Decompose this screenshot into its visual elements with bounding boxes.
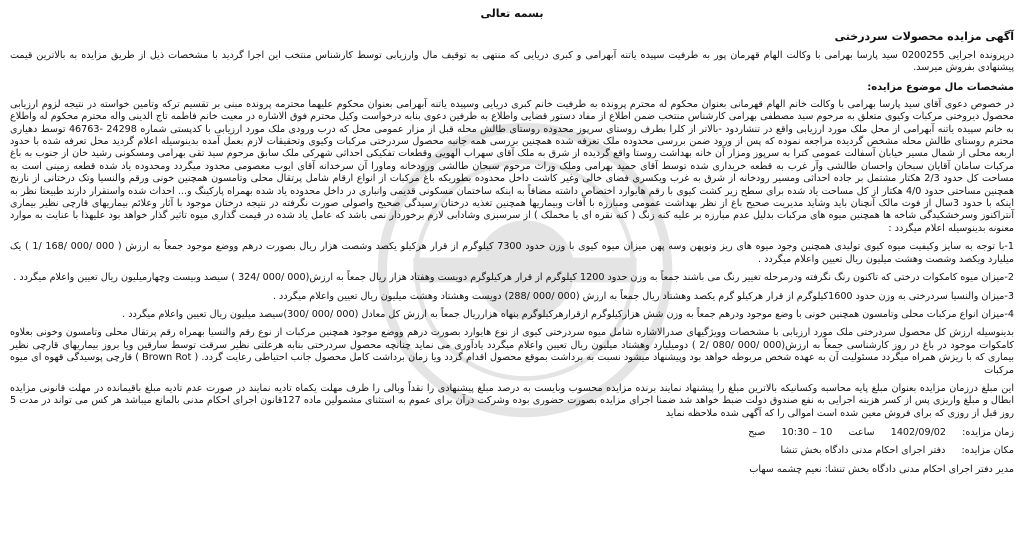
time-label: ساعت xyxy=(848,427,875,439)
auction-time: 10 – 10:30 xyxy=(781,427,833,439)
auction-date: 1402/09/02 xyxy=(890,427,947,439)
conditions-paragraph: این مبلغ درزمان مزایده بعنوان مبلغ پایه محاسبه وکسانیکه بالاترین مبلغ را پیشنهاد نمایند برنده مزایده محسوب وبایست به درصد مبلغ پیشنهادی را نقداً وبالی را ظرف مهلت یکماه تادیه نمایند در صورت عدم تادیه مبلغ باقیمانده در مهلت قانونی مزایده ابطال و مبلغ واریزی پس از کسر هزینه اجرایی به نفع صندوق دولت ضبط خواهد شد ضمنا اجرای مزایده بصورت حضوری بوده وشرکت درآن برای عموم به استثنای مشمولین ماده 127قانون اجرای احکام مدنی بالمانع میباشد هر کس می تواند در مدت 5 روز قبل از روزی که برای فروش معین شده است اموالی را که آگهی شده ملاحظه نماید xyxy=(10,382,1014,419)
auction-location xyxy=(10,444,1014,457)
time-suffix: صبح xyxy=(748,427,766,439)
notice-title: آگهی مزایده محصولات سردرختی xyxy=(834,30,1014,43)
valuation-item: 1-با توجه به سایز وکیفیت میوه کیوی تولیدی همچنین وجود میوه های ریز ونوپهن وسه پهن میزان میوه کیوی با وزن حدود 7300 کیلوگرم از قرار هرکیلو یکصد وشصت هزار ریال بصورت درهم ووضع موجود جمعاً به ارزش ( 000 /000 /168 /1 ) یک میلیارد ویکصد وشصت وهشت میلیون ریال تعیین واعلام میگردد . xyxy=(10,241,1014,265)
valuation-item: 3-میزان والنسیا سردرختی به وزن حدود 1600کیلوگرم از قرار هرکیلو گرم یکصد وهشتاد ریال جمعاً به ارزش (000 /000 /288) دویست وهشتاد وهشت میلیون ریال تعیین واعلام میگردد . xyxy=(272,290,1014,302)
summary-paragraph: بدینوسیله ارزش کل محصول سردرختی ملک مورد ارزیابی با مشخصات وویژگیهای صدرالاشاره شامل میوه سردرختی کیوی از نوع هایوارد بصورت درهم ووضع موجود همچنین مرکبات از نوع رقم والنسیا بهمراه رقم پرتقال محلی وتامسون وخونی بعلاوه کامکوات موجود در باغ در روز کارشناسی جمعاً به ارزش(000 /000 /080 /2 ) دومیلیارد وهشتاد میلیون ریال تعیین واعلام میگردد یادآوری می نماید چنانچه محصول سردرختی بنابه هرعلتی نظیر سرقت توسط سارقین ویا بروز بیماریهای قارچی نظیر بیماری که با ریزش همراه میگردد مسئولیت آن به عهده شخص مربوطه خواهد بود وپیشنهاد میشود نسبت به برداشت بموقع محصول اقدام گردد ویا زمان برداشت کامل محصول جانب احتیاطی رعایت گردد. ( Brown Rot ) قارچی پوسیدگی قهوه ای میوه مرکبات xyxy=(10,327,1015,376)
date-label: زمان مزایده: xyxy=(962,427,1014,439)
property-description: در خصوص دعوی آقای سید پارسا بهرامی با وکالت خانم الهام قهرمانی بعنوان محکوم له محترم پرونده به طرفیت خانم کبری دریایی وسپیده یاتنه آبهرامی بعنوان محکوم علیهما محترمه پرونده مبنی بر تقسیم ترکه وتامین خواسته در نتیجه لزوم ارزیابی محصول دیروختی مرکبات وکیوی متعلق به مرحوم سید مصطفی بهرامی کارشناس منتخب ضمن اطلاع از مفاد دستور قضایی واطلاع به طرفین دعوی بنابه درخواست وکیل محترم فوق الاشاره در معیت خانم فاطمه تاج الدینی واله محترم محکوم له واطلاع به خانم سپیده یاتنه آبهرامی از محل ملک مورد ارزیابی واقع در تنشاردود -بالاتر از کلرا بطرف روستای سرپوز محدوده روستای طالش محله قبل از مزار عمومی محل که درب ورودی ملک مورد ارزیابی با کدپستی شماره 24298 -46763 توسط دهیاری محترم روستای طالش محله مشخص گردیده مراجعه نموده که پس از ورود ضمن بررسی محدوده ملک تعرفه شده همچنین بررسی همه جانبه محصول سردرختی مرکبات وکیوی وتحقیقات لازم بعمل آمده بدینوسیله اعلام گردید محل تعرفه شده با حدود اربعه محلی از شمال مسیر خیابان آسفالت عمومی کترا به سرپوز ومزار آن خانه بهداشت روستا واقع گردیده از شرق به ملک آقای سهراب الهویی وقطعات تفکیکی احداثی شهرکی ملک سابق مرحوم سید تقی بهرامی ومسکونی رشید خان از جنوب به باغ مرکبات سامان آقایان سبحان واحسان طالشی وآر غرب به قطعه خریداری شده توسط آقای حمید بهرامی وملک وراث مرحوم سبحان طالشی ورودخانه وماورا آن سرخدانه آقای ایوب معصومی محدود میگردد ومحدوده یاد شده قطعه زمینی است به مساحت کل حدود 2/3 هکتار مشتمل بر جاده احداثی ومسیر رودخانه از شرق به غرب ویکسری فضای خالی وغیر کاشت داخل محدوده بطوریکه باغ مرکبات از انواع ارقام شامل پرتقال محلی وتامسون همچنین خونی ورقم والنسیا وتک درختانی از نارنج همچنین مساحتی حدود 4/0 هکتار از کل مساحت یاد شده برای سطح زیر کشت کیوی با رقم هایوارد اختصاص داشته مضافاً به اینکه ساختمان مسکونی قدیمی وانباری در داخل محدوده یاد شده بهمراه پارکینگ و... احداث شده واستقرار دارند طبیعتا نظر به اینکه با حدود 3سال از فوت مالک آنچنان باید وشاید مدیریت صحیح باغ از نظر بهداشت عمومی ومبارزه با آفات وبیماریها همچنین تغذیه درختان رسیدگی صحیح واصولی صورت نگرفته در نتیجه درختان موجود با آثار وعلائم بیماریهای قارچی نظیر بیماری آنتراکنوز وسرخشکیدگی شاخه ها همچنین میوه های مرکبات بدلیل عدم مبارزه بر علیه کنه زنگ ( کنه نقره ای یا مخملک ) از سرسبزی وشادابی لازم برخوردار نمی باشد که عامل یاد شده در قیمت گذاری میوه تاثیر گذار خواهد بود علیهذا با عنایت به موارد معنونه بدینوسیله اعلام میگردد : xyxy=(10,98,1015,234)
basmala: بسمه تعالی xyxy=(480,7,544,20)
auction-schedule xyxy=(10,426,1014,439)
property-heading: مشخصات مال موضوع مزایده: xyxy=(867,81,1014,93)
signature: مدیر دفتر اجرای احکام مدنی دادگاه بخش تنشا: نعیم چشمه سهاب xyxy=(749,464,1014,476)
location-value: دفتر اجرای احکام مدنی دادگاه بخش تنشا xyxy=(780,445,946,457)
valuation-item: 2-میزان میوه کامکوات درختی که تاکنون رنگ نگرفته ودرمرحله تغییر رنگ می باشند جمعاً به وزن حدود 1200 کیلوگرم از قرار هرکیلوگرم دویست وهفتاد هزار ریال جمعاً به ارزش(000 /000 /324 ) سیصد وبیست وچهارمیلیون ریال تعیین واعلام میگردد . xyxy=(13,272,1014,284)
valuation-item: 4-میزان انواع مرکبات محلی وتامسون همچنین خونی با وضع موجود ودرهم جمعاً به وزن شش هزارکیلوگرم ازقرارهرکیلوگرم بنهاه هزارریال جمعاً به ارزش کل معادل (000 /000 /300)سیصد میلیون ریال تعیین واعلام میگردد . xyxy=(122,308,1014,320)
intro-paragraph: درپرونده اجرایی 0200255 سید پارسا بهرامی با وکالت الهام قهرمان پور به طرفیت سپیده یاتنه آبهرامی و کبری دریایی که منتهی به توقیف مال وارزیابی توسط کارشناس منتخب این اجرا گردید با مشخصات ذیل از طریق مزایده به بالاترین قیمت پیشنهادی بفروش میرسد. xyxy=(10,50,1014,74)
location-label: مکان مزایده: xyxy=(961,445,1014,457)
